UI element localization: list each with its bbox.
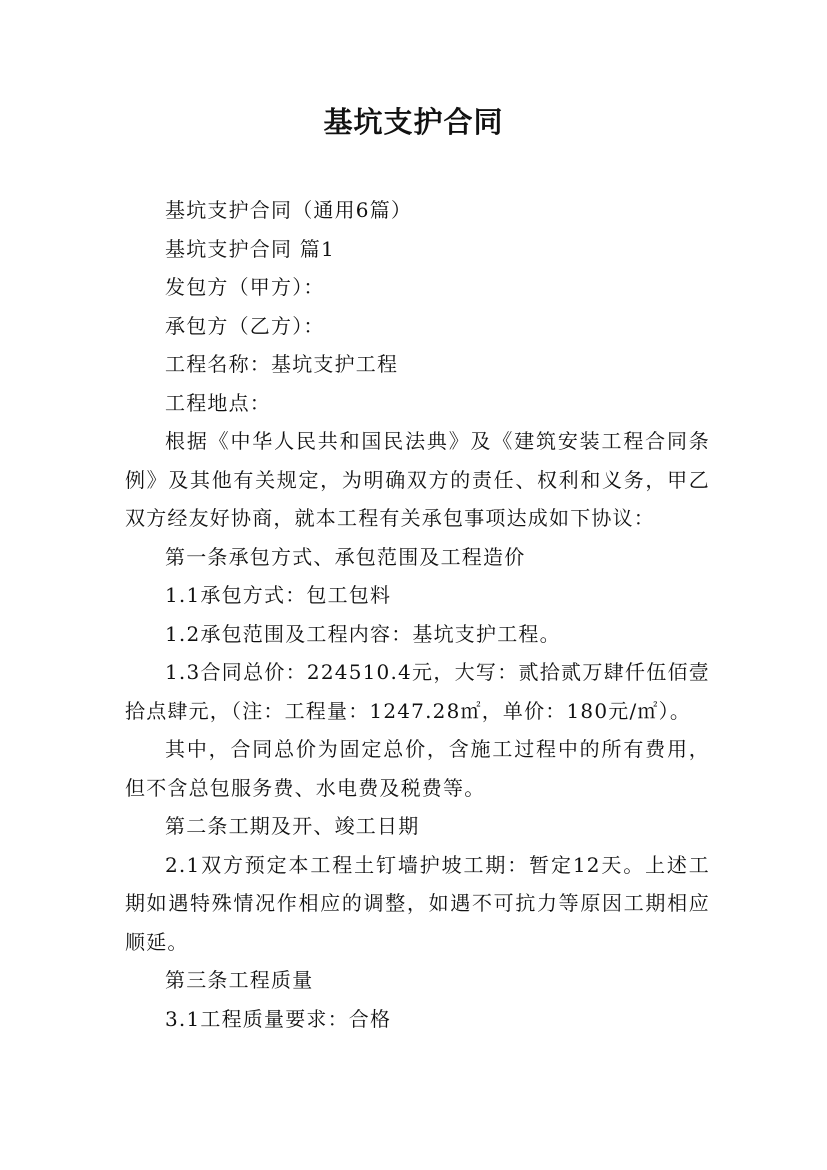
paragraph-fixed-price-note: 其中，合同总价为固定总价，含施工过程中的所有费用，但不含总包服务费、水电费及税费等。 bbox=[125, 737, 710, 800]
paragraph-preamble: 根据《中华人民共和国民法典》及《建筑安装工程合同条例》及其他有关规定，为明确双方的责任、权利和义务，甲乙双方经友好协商，就本工程有关承包事项达成如下协议： bbox=[125, 429, 710, 530]
paragraph-subtitle: 基坑支护合同（通用6篇） bbox=[165, 198, 413, 222]
paragraph-article-1-heading: 第一条承包方式、承包范围及工程造价 bbox=[165, 544, 526, 569]
paragraph-article-2-heading: 第二条工期及开、竣工日期 bbox=[165, 814, 420, 838]
paragraph-clause-1-2: 1.2承包范围及工程内容：基坑支护工程。 bbox=[165, 621, 561, 646]
paragraph-project-location: 工程地点： bbox=[165, 390, 271, 415]
paragraph-article-3-heading: 第三条工程质量 bbox=[165, 968, 314, 992]
paragraph-clause-1-1: 1.1承包方式：包工包料 bbox=[165, 583, 392, 607]
paragraph-party-b: 承包方（乙方）： bbox=[165, 313, 325, 338]
paragraph-party-a: 发包方（甲方）： bbox=[165, 275, 325, 299]
document-title: 基坑支护合同 bbox=[323, 105, 504, 139]
paragraph-clause-1-3: 1.3合同总价：224510.4元，大写：贰拾贰万肆仟伍佰壹拾点肆元，（注：工程量：1247.28㎡，单价：180元/㎡）。 bbox=[125, 660, 710, 723]
document-body bbox=[125, 191, 710, 1038]
paragraph-clause-2-1: 2.1双方预定本工程土钉墙护坡工期：暂定12天。上述工期如遇特殊情况作相应的调整，如遇不可抗力等原因工期相应顺延。 bbox=[125, 852, 710, 954]
paragraph-project-name: 工程名称：基坑支护工程 bbox=[165, 352, 399, 376]
paragraph-clause-3-1: 3.1工程质量要求：合格 bbox=[165, 1006, 392, 1031]
paragraph-part-heading: 基坑支护合同 篇1 bbox=[165, 236, 335, 261]
